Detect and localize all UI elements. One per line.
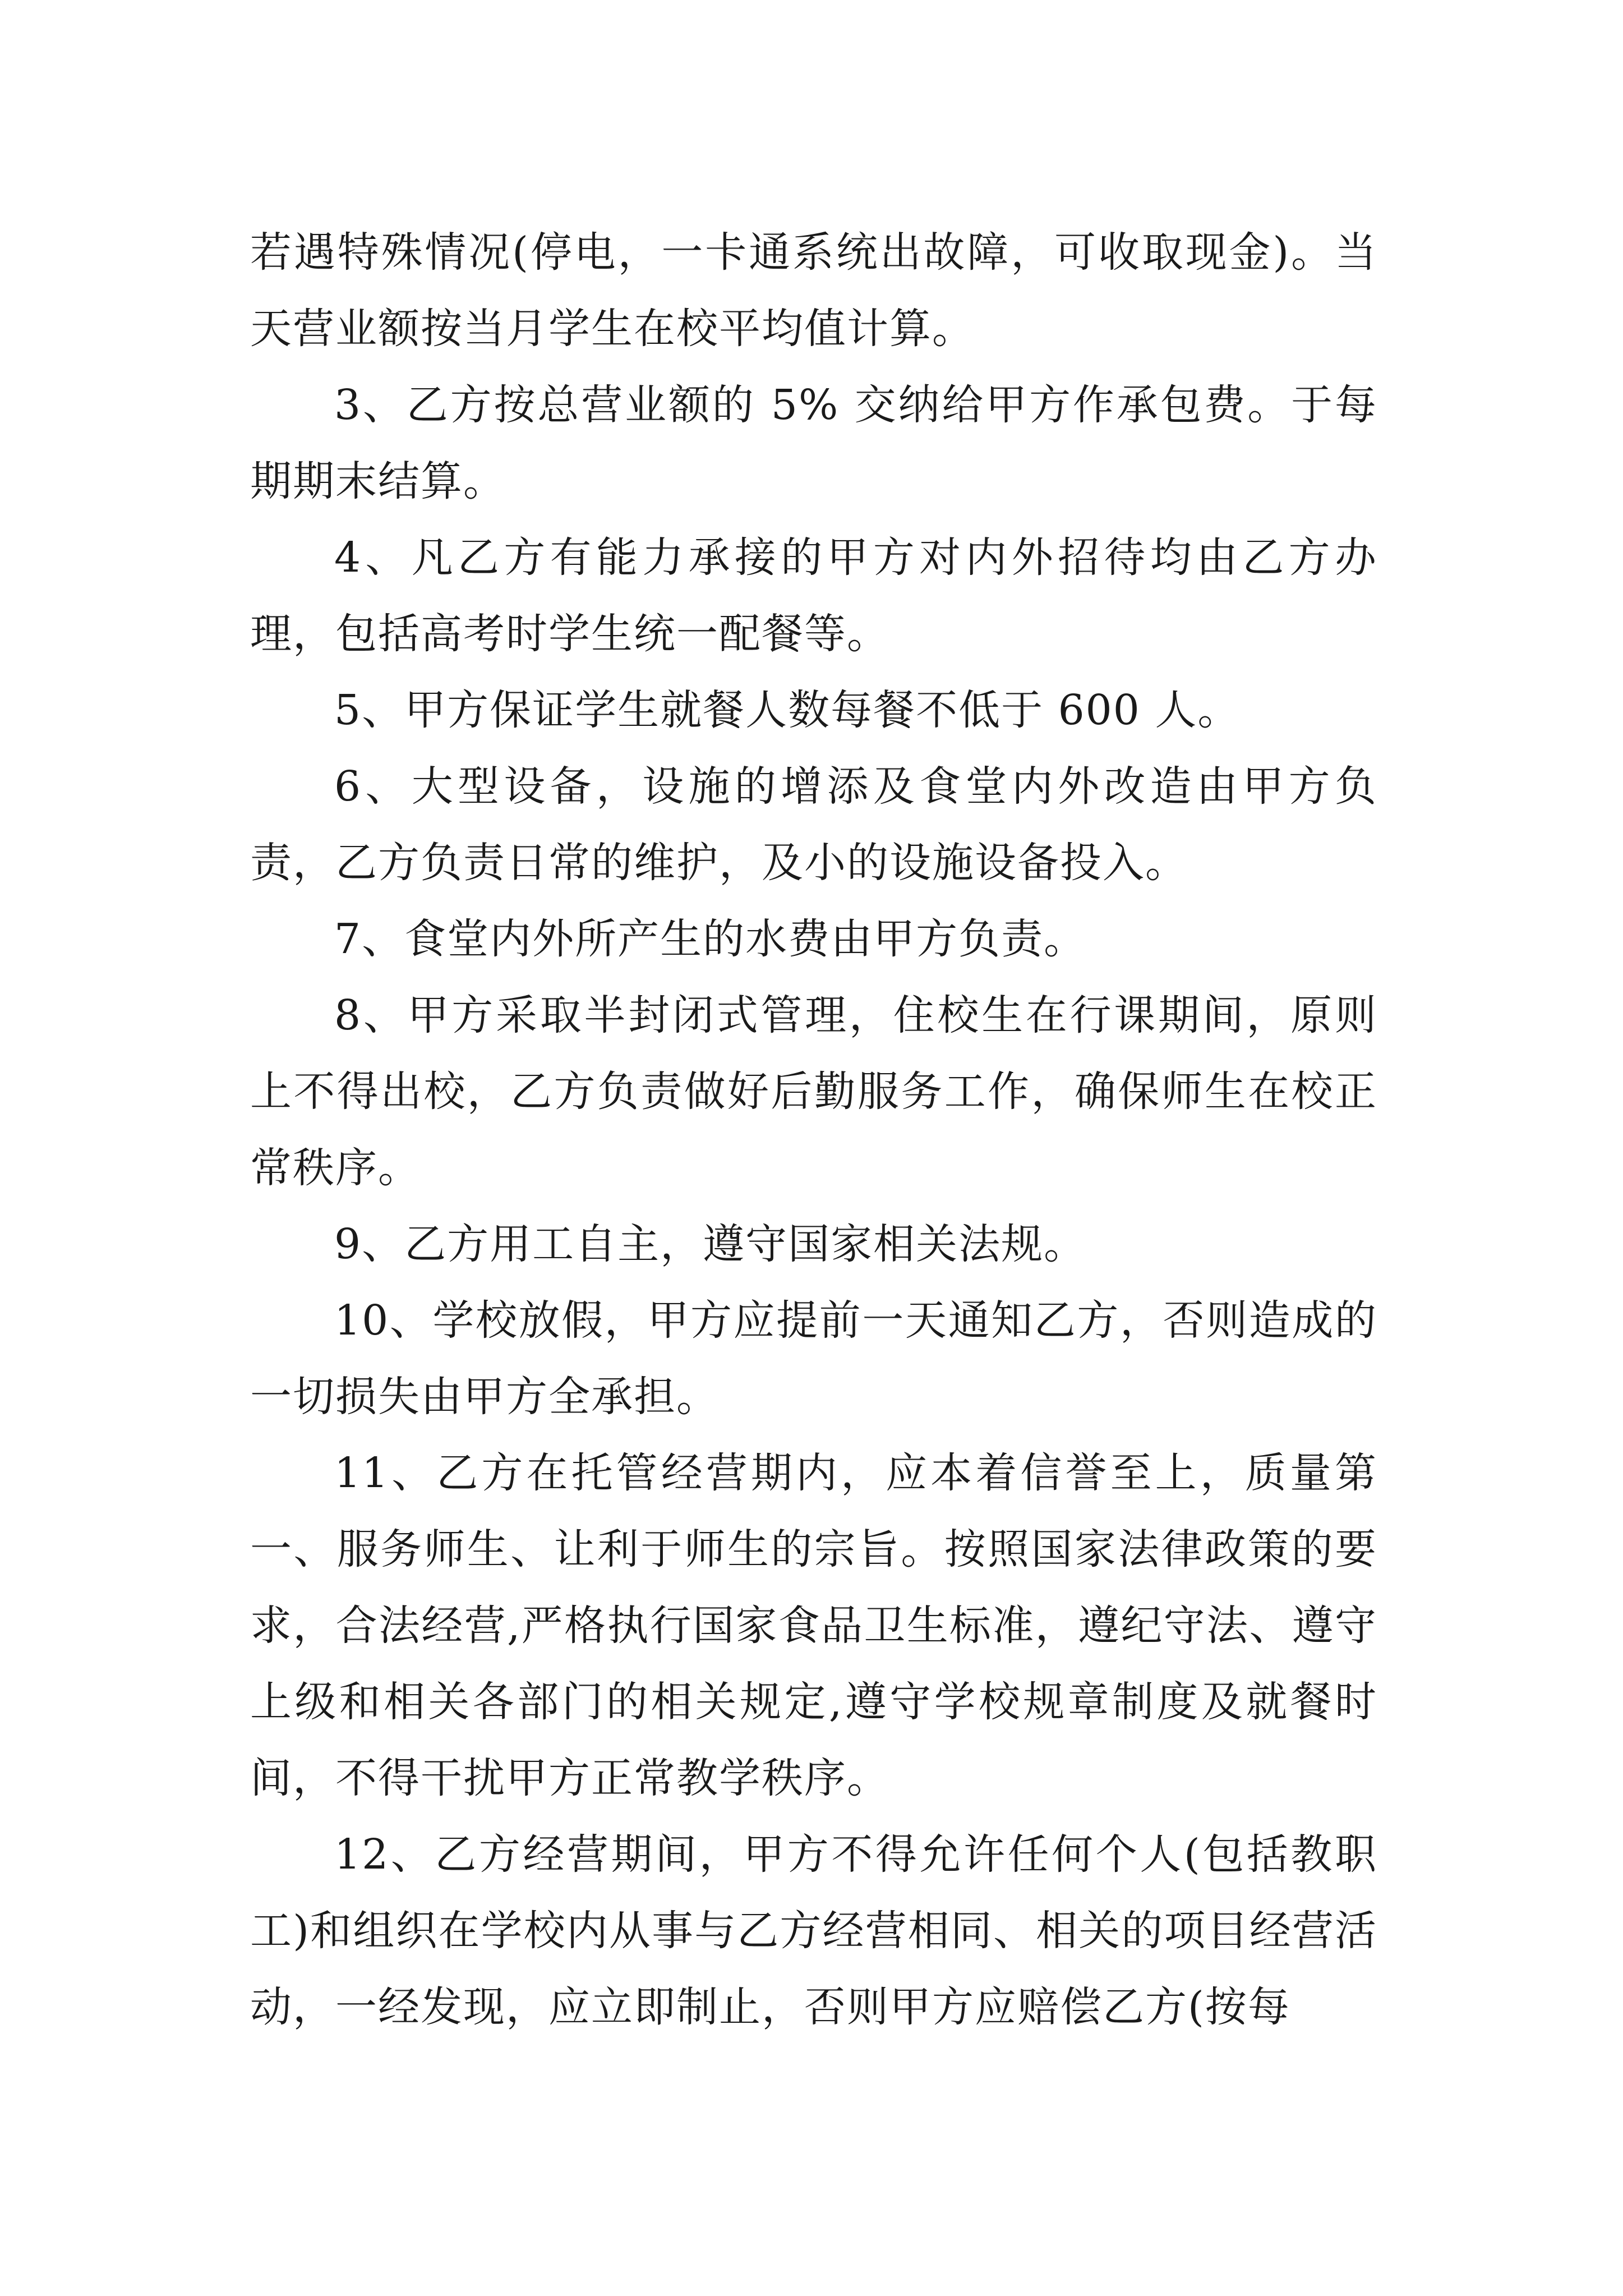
paragraph-clause-8: 8、甲方采取半封闭式管理，住校生在行课期间，原则上不得出校，乙方负责做好后勤服务工作，确保师生在校正常秩序。 <box>250 991 1377 1192</box>
paragraph-clause-9: 9、乙方用工自主，遵守国家相关法规。 <box>334 1220 1087 1268</box>
paragraph-clause-11: 11、乙方在托管经营期内，应本着信誉至上，质量第一、服务师生、让利于师生的宗旨。按照国家法律政策的要求，合法经营,严格执行国家食品卫生标准，遵纪守法、遵守上级和相关各部门的相关规定,遵守学校规章制度及就餐时间，不得干扰甲方正常教学秩序。 <box>250 1449 1377 1802</box>
paragraph-clause-5: 5、甲方保证学生就餐人数每餐不低于 600 人。 <box>334 686 1241 734</box>
paragraph-clause-7: 7、食堂内外所产生的水费由甲方负责。 <box>334 915 1087 963</box>
paragraph-clause-12: 12、乙方经营期间，甲方不得允许任何个人(包括教职工)和组织在学校内从事与乙方经营相同、相关的项目经营活动，一经发现，应立即制止，否则甲方应赔偿乙方(按每 <box>250 1830 1377 2031</box>
paragraph-continuation: 若遇特殊情况(停电，一卡通系统出故障，可收取现金)。当天营业额按当月学生在校平均值计算。 <box>250 228 1377 353</box>
document-body <box>250 214 1377 2045</box>
paragraph-clause-6: 6、大型设备，设施的增添及食堂内外改造由甲方负责，乙方负责日常的维护，及小的设施设备投入。 <box>250 762 1377 887</box>
paragraph-clause-4: 4、凡乙方有能力承接的甲方对内外招待均由乙方办理，包括高考时学生统一配餐等。 <box>250 533 1377 658</box>
paragraph-clause-10: 10、学校放假，甲方应提前一天通知乙方，否则造成的一切损失由甲方全承担。 <box>250 1296 1377 1421</box>
paragraph-clause-3: 3、乙方按总营业额的 5% 交纳给甲方作承包费。于每期期末结算。 <box>250 381 1377 505</box>
